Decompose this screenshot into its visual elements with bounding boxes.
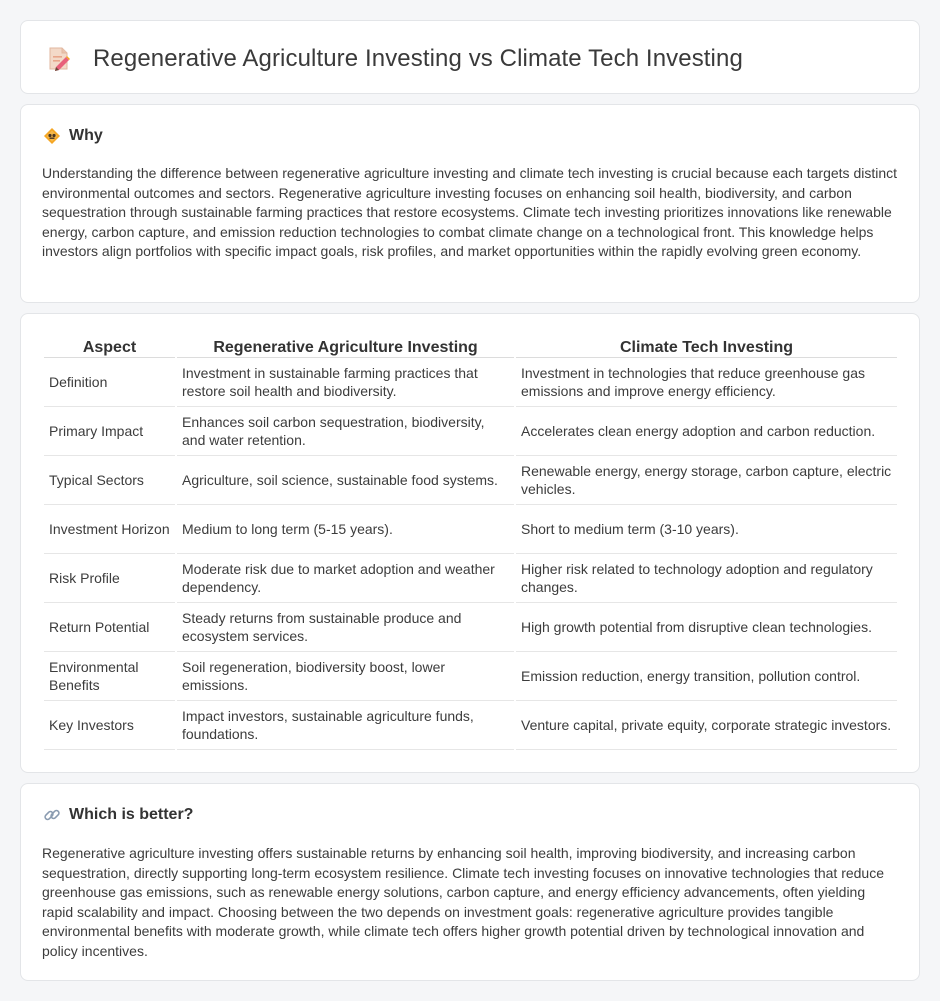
- regenerative-cell: Investment in sustainable farming practices that restore soil health and biodiversity.: [177, 358, 514, 407]
- aspect-cell: Definition: [44, 358, 175, 407]
- title-row: [47, 45, 743, 73]
- memo-pencil-icon: [47, 46, 71, 72]
- why-text: Understanding the difference between regenerative agriculture investing and climate tech investing is crucial because each targets distinct environmental outcomes and sectors. Regenerative agriculture investing focuses on enhancing soil health, biodiversity, and carbon sequestration through sustainable farming practices that restore ecosystems. Climate tech investing prioritizes innovations like renewable energy, carbon capture, and emission reduction technologies to combat climate change on a technological front. This knowledge helps investors align portfolios with specific impact goals, risk profiles, and market opportunities within the rapidly evolving green economy.: [42, 165, 898, 259]
- regenerative-cell: Moderate risk due to market adoption and weather dependency.: [177, 554, 514, 603]
- climate-tech-cell: Investment in technologies that reduce greenhouse gas emissions and improve energy efficiency.: [516, 358, 897, 407]
- climate-tech-cell: Accelerates clean energy adoption and carbon reduction.: [516, 407, 897, 456]
- table-header-row: [44, 336, 897, 358]
- climate-tech-cell: Venture capital, private equity, corporate strategic investors.: [516, 701, 897, 750]
- comparison-table: [42, 336, 899, 750]
- table-row: [44, 701, 897, 750]
- aspect-cell: Investment Horizon: [44, 505, 175, 554]
- page-title: Regenerative Agriculture Investing vs Climate Tech Investing: [93, 45, 743, 72]
- better-text: Regenerative agriculture investing offers sustainable returns by enhancing soil health, improving biodiversity, and increasing carbon sequestration, directly supporting long-term ecosystem resilience. Climate tech investing focuses on innovative technologies that reduce greenhouse gas emissions, such as renewable energy solutions, carbon capture, and energy efficiency advancements, often yielding rapid scalability and impact. Choosing between the two depends on investment goals: regenerative agriculture provides tangible environmental benefits with moderate growth, while climate tech offers higher growth potential driven by technological innovation and policy incentives.: [42, 845, 884, 959]
- table-row: [44, 554, 897, 603]
- aspect-cell: Risk Profile: [44, 554, 175, 603]
- table-row: [44, 407, 897, 456]
- climate-tech-cell: Emission reduction, energy transition, pollution control.: [516, 652, 897, 701]
- aspect-cell: Key Investors: [44, 701, 175, 750]
- table-row: [44, 652, 897, 701]
- aspect-cell: Primary Impact: [44, 407, 175, 456]
- link-icon: [43, 806, 61, 824]
- aspect-cell: Typical Sectors: [44, 456, 175, 505]
- table-row: [44, 358, 897, 407]
- why-section: [20, 104, 920, 303]
- better-heading: Which is better?: [69, 806, 194, 823]
- comparison-section: [20, 313, 920, 773]
- why-header: [43, 127, 103, 145]
- regenerative-cell: Soil regeneration, biodiversity boost, lower emissions.: [177, 652, 514, 701]
- climate-tech-cell: High growth potential from disruptive clean technologies.: [516, 603, 897, 652]
- regenerative-cell: Steady returns from sustainable produce and ecosystem services.: [177, 603, 514, 652]
- header-regenerative: Regenerative Agriculture Investing: [177, 336, 514, 358]
- better-header: [43, 806, 193, 824]
- which-is-better-section: [20, 783, 920, 981]
- climate-tech-cell: Renewable energy, energy storage, carbon capture, electric vehicles.: [516, 456, 897, 505]
- regenerative-cell: Impact investors, sustainable agriculture funds, foundations.: [177, 701, 514, 750]
- aspect-cell: Return Potential: [44, 603, 175, 652]
- table-row: [44, 603, 897, 652]
- header-climate-tech: Climate Tech Investing: [516, 336, 897, 358]
- header-aspect: Aspect: [44, 336, 175, 358]
- regenerative-cell: Medium to long term (5-15 years).: [177, 505, 514, 554]
- table-row: [44, 456, 897, 505]
- why-heading: Why: [69, 127, 103, 144]
- climate-tech-cell: Higher risk related to technology adoption and regulatory changes.: [516, 554, 897, 603]
- regenerative-cell: Agriculture, soil science, sustainable food systems.: [177, 456, 514, 505]
- table-row: [44, 505, 897, 554]
- regenerative-cell: Enhances soil carbon sequestration, biodiversity, and water retention.: [177, 407, 514, 456]
- aspect-cell: Environmental Benefits: [44, 652, 175, 701]
- title-card: [20, 20, 920, 94]
- climate-tech-cell: Short to medium term (3-10 years).: [516, 505, 897, 554]
- diamond-sign-icon: [43, 127, 61, 145]
